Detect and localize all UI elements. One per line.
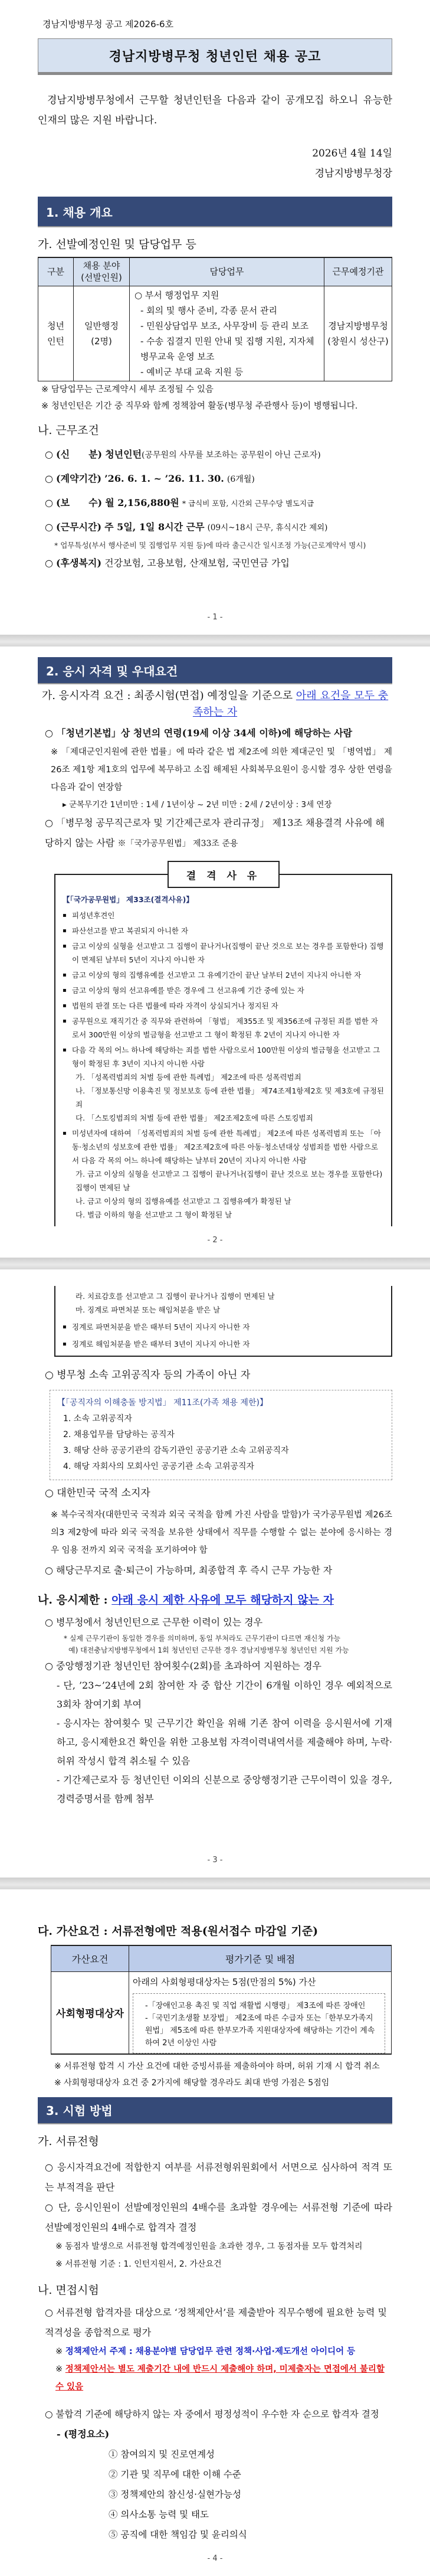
column-header: 채용 분야 (선발인원) (74, 257, 130, 286)
page-number: - 4 - (207, 2554, 223, 2563)
restriction-note: * 실제 근무기관이 동일한 경우를 의미하며, 동일 부처라도 근무기관이 다르면 재신청 가능 (64, 1634, 341, 1643)
condition-item: ○ (후생복지) 건강보험, 고용보험, 산재보험, 국민연금 가입 (45, 557, 290, 569)
disqualification-subitem: 다. 「스토킹범죄의 처벌 등에 관한 법률」 제2조제2호에 따른 스토킹범죄 (76, 1114, 313, 1122)
condition-label: (후생복지) (56, 557, 102, 569)
requirement-text: ○ 「병무청 공무직근로자 및 기간제근로자 관리규정」 제13조 채용결격 사유에 해당하지 않는 사람 (45, 817, 385, 848)
cell-type: 청년 인턴 (38, 286, 74, 381)
proposal-topic: 정책제안서 주제 : 채용분야별 담당업무 관련 정책·사업·제도개선 아이디어 등 (65, 2346, 356, 2356)
page-1 (0, 0, 430, 635)
page-3 (0, 1269, 430, 1878)
age-extension: ▸ 군복무기간 1년미만 : 1세 / 1년이상 ~ 2년 미만 : 2세 / 2년이상 : 3세 연장 (63, 800, 332, 809)
condition-item: ○ (근무시간) 주 5일, 1일 8시간 근무 (09시~18시 근무, 휴식시간 제외) (45, 521, 328, 533)
condition-label: (신 분) (56, 448, 103, 460)
cell-duties (130, 286, 324, 381)
heading-text: 가. 응시자격 요건 : 최종시험(면접) 예정일을 기준으로 (41, 690, 296, 702)
subsection-heading: 나. 근무조건 (38, 423, 99, 437)
condition-item: ○ (보 수) 월 2,156,880원 * 급식비 포함, 시간외 근무수당 별도지급 (45, 497, 314, 508)
disqualification-item: ▪ 징계로 해임처분을 받은 때부터 3년이 지나지 아니한 자 (63, 1337, 384, 1351)
family-item: 3. 해당 산하 공공기관의 감독기관인 공공기관 소속 고위공직자 (63, 1446, 289, 1455)
note: ※ 사회형평대상자 요건 중 2가지에 해당할 경우라도 최대 반영 가점은 5점임 (54, 2078, 330, 2088)
condition-value: 건강보험, 고용보험, 산재보험, 국민연금 가입 (104, 557, 290, 569)
subsection-heading: 가. 선발예정인원 및 담당업무 등 (38, 238, 196, 251)
disqualification-item: ▪ 징계로 파면처분을 받은 때부터 5년이 지나지 아니한 자 (63, 1320, 384, 1334)
interview-item: ○ 서류전형 합격자를 대상으로 ‘정책제안서’를 제출받아 직무수행에 필요한 능력 및 적격성을 종합적으로 평가 (45, 2306, 387, 2338)
family-restriction-box (50, 1390, 392, 1480)
requirement-disqualification (38, 813, 392, 854)
restriction-note: 예) 대전충남지방병무청에서 1회 청년인턴 근무한 경우 경남지방병무청 청년인턴 지원 가능 (68, 1646, 349, 1654)
evaluation-element: ④ 의사소통 능력 및 태도 (109, 2509, 209, 2520)
heading-text: 나. 응시제한 : (38, 1594, 112, 1607)
requirement-family: ○ 병무청 소속 고위공직자 등의 가족이 아닌 자 (45, 1369, 251, 1381)
subsection-heading (38, 688, 392, 721)
condition-value: 주 5일, 1일 8시간 근무 (104, 521, 205, 533)
subsection-heading: 다. 가산요건 : 서류전형에만 적용(원서접수 마감일 기준) (38, 1925, 319, 1938)
screening-item: ○ 단, 응시인원이 선발예정인원의 4배수를 초과할 경우에는 서류전형 기준에 따라 선발예정인원의 4배수로 합격자 결정 (45, 2201, 392, 2233)
note: ※ 청년인턴은 기간 중 직무와 함께 정책참여 활동(병무청 주관행사 등)이 병행됩니다. (41, 401, 358, 411)
disqualification-box-continued (54, 1286, 392, 1357)
section-3-header: 3. 시험 방법 (38, 2097, 392, 2123)
subsection-heading: 나. 면접시험 (38, 2283, 99, 2297)
condition-item: ○ (계약기간) ’26. 6. 1. ~ ’26. 11. 30. (6개월) (45, 472, 255, 484)
duty-item: ○ 부서 행정업무 지원 (134, 289, 219, 301)
positions-table (38, 257, 392, 381)
column-header: 근무예정기관 (324, 257, 392, 286)
family-item: 1. 소속 고위공직자 (63, 1414, 132, 1424)
nationality-note: ※ 복수국적자(대한민국 국적과 외국 국적을 함께 가진 사람을 말함)가 국가공무원법 제26조의3 제2항에 따라 외국 국적을 보유한 상태에서 직무를 수행할 수 없는 분야에 응시하는 경우 임용 전까지 외국 국적을 포기하여야 함 (51, 1510, 392, 1555)
hours-note: * 업무특성(부서 행사준비 및 집행업무 지원 등)에 따라 출근시간 일시조정 가능(근로계약서 명시) (54, 540, 366, 550)
evaluation-element: ② 기관 및 직무에 대한 이해 수준 (109, 2469, 241, 2480)
restriction-subitem: - 기간제근로자 등 청년인턴 이외의 신분으로 중앙행정기관 근무이력이 있을 경우, 경력증명서를 함께 첨부 (57, 1774, 392, 1804)
disqualification-list (63, 893, 384, 1222)
condition-extra: (6개월) (227, 474, 255, 484)
disqualification-item: ▪ 금고 이상의 실형을 선고받고 그 집행이 끝나거나(집행이 끝난 것으로 보는 경우를 포함한다) 집행이 면제된 날부터 5년이 지나지 아니한 자 (63, 939, 384, 967)
disqualification-subitem: 나. 「정보통신망 이용촉진 및 정보보호 등에 관한 법률」 제74조제1항제2호 및 제3호에 규정된 죄 (76, 1086, 384, 1109)
disqualification-item: ▪ 미성년자에 대하여 「성폭력범죄의 처벌 등에 관한 특례법」 제2조에 따른 성폭력범죄 또는 「아동·청소년의 성보호에 관한 법률」 제2조제2호에 따른 아동·청소년대상 성범죄를 범한 사람으로서 다음 각 목의 어느 하나에 해당하는 날부터 20년이 지나지 아니한 사람 (63, 1127, 384, 1167)
page-number: - 1 - (207, 613, 223, 622)
evaluation-element: ③ 정책제안의 참신성·실현가능성 (109, 2489, 241, 2500)
page-separator (0, 1258, 430, 1269)
bonus-item: -「장애인고용 촉진 및 직업 재활법 시행령」 제3조에 따른 장애인 (145, 2001, 366, 2010)
evaluation-elements (38, 2444, 392, 2545)
bonus-table (51, 1945, 392, 2055)
box-title: 결 격 사 유 (168, 861, 280, 888)
page-separator (0, 635, 430, 647)
page-2 (0, 647, 430, 1258)
bonus-criteria (129, 1971, 392, 2054)
disqualification-subitem: 다. 벌금 이하의 형을 선고받고 그 형이 확정된 날 (76, 1210, 232, 1219)
interview-note: ※ 정책제안서 주제 : 채용분야별 담당업무 관련 정책·사업·제도개선 아이디어 등 (55, 2346, 356, 2356)
evaluation-label: - (평정요소) (57, 2428, 110, 2440)
disqualification-item: ▪ 피성년후견인 (63, 909, 384, 922)
disqualification-list (63, 1289, 384, 1351)
duty-item: - 회의 및 행사 준비, 각종 문서 관리 (140, 305, 277, 316)
evaluation-element: ① 참여의지 및 진로연계성 (109, 2448, 215, 2460)
condition-label: (보 수) (56, 497, 103, 508)
section-1-header: 1. 채용 개요 (38, 197, 392, 226)
column-header: 구분 (38, 257, 74, 286)
requirement-age: ○ 「청년기본법」상 청년의 연령(19세 이상 34세 이하)에 해당하는 사람 (45, 727, 353, 739)
disqualification-item: ▪ 공무원으로 재직기간 중 직무와 관련하여 「형법」 제355조 및 제356조에 규정된 죄를 범한 자로서 300만원 이상의 벌금형을 선고받고 그 형이 확정된 후 2년이 지나지 아니한 자 (63, 1014, 384, 1041)
disqualification-subitem: 가. 「성폭력범죄의 처벌 등에 관한 특례법」 제2조에 따른 성폭력범죄 (76, 1073, 301, 1082)
subsection-heading: 가. 서류전형 (38, 2134, 99, 2148)
page-number: - 3 - (207, 1856, 223, 1865)
disqualification-item: ▪ 파산선고를 받고 복권되지 아니한 자 (63, 924, 384, 938)
duty-item: - 예비군 부대 교육 지원 등 (140, 366, 244, 377)
restriction-subitem: - 단, ’23~’24년에 2회 참여한 자 중 합산 기간이 6개월 이하인 경우 예외적으로 3회차 참여기회 부여 (57, 1680, 392, 1710)
evaluation-element: ⑤ 공직에 대한 책임감 및 윤리의식 (109, 2529, 247, 2540)
requirement-emphasis: 아래 요건을 모두 충족하는 자 (192, 690, 389, 719)
disqualification-item: ▪ 법원의 판결 또는 다른 법률에 따라 자격이 상실되거나 정지된 자 (63, 999, 384, 1013)
restriction-emphasis: 아래 응시 제한 사유에 모두 해당하지 않는 자 (111, 1594, 334, 1607)
column-header: 가산요건 (51, 1945, 129, 1971)
disqualification-item: ▪ 다음 각 목의 어느 하나에 해당하는 죄를 범한 사람으로서 100만원 이상의 벌금형을 선고받고 그 형이 확정된 후 3년이 지나지 아니한 사람 (63, 1043, 384, 1070)
screening-item: ○ 응시자격요건에 적합한지 여부를 서류전형위원회에서 서면으로 심사하여 적격 또는 부적격을 판단 (45, 2161, 392, 2193)
disqualification-item: ▪ 금고 이상의 형의 집행유예를 선고받고 그 유예기간이 끝난 날부터 2년이 지나지 아니한 자 (63, 968, 384, 982)
disqualification-subitem: 라. 치료감호를 선고받고 그 집행이 끝나거나 집행이 면제된 날 (76, 1292, 275, 1301)
bonus-category: 사회형평대상자 (51, 1971, 129, 2054)
note: ※ 서류전형 기준 : 1. 인턴지원서, 2. 가산요건 (55, 2259, 222, 2269)
cell-office: 경남지방병무청 (창원시 성산구) (324, 286, 392, 381)
table-row (51, 1971, 392, 2054)
section-2-header: 2. 응시 자격 및 우대요건 (38, 657, 392, 683)
age-note: ※ 「제대군인지원에 관한 법률」에 따라 같은 법 제2조에 의한 제대군인 및 「병역법」 제26조 제1항 제1호의 업무에 복무하고 소집 해제된 사회복무요원이 응시할 경우 상한 연령을 다음과 같이 연장함 (51, 747, 392, 792)
condition-value: 청년인턴 (105, 448, 142, 460)
disqualification-box (54, 870, 392, 1226)
page-number: - 2 - (207, 1236, 223, 1245)
column-header: 평가기준 및 배점 (129, 1945, 392, 1971)
issuer: 경남지방병무청장 (314, 168, 392, 179)
note: ※ 서류전형 합격 시 가산 요건에 대한 증빙서류를 제출하여야 하며, 허위 기재 시 합격 취소 (54, 2061, 380, 2071)
condition-label: (근무시간) (56, 521, 102, 533)
condition-extra: (09시~18시 근무, 휴식시간 제외) (207, 523, 328, 533)
page-4 (0, 1889, 430, 2576)
subsection-heading (38, 1592, 392, 1608)
conditions-list (38, 443, 392, 575)
intro-text: 경남지방병무청에서 근무할 청년인턴을 다음과 같이 공개모집 하오니 유능한 인재의 많은 지원 바랍니다. (38, 94, 392, 126)
disqualification-subitem: 가. 금고 이상의 실형을 선고받고 그 집행이 끝나거나(집행이 끝난 것으로 보는 경우를 포함한다) 집행이 면제된 날 (76, 1170, 383, 1192)
duty-item: - 민원상담업무 보조, 사무장비 등 관리 보조 (140, 320, 309, 331)
proposal-warning: 정책제안서는 별도 제출기간 내에 반드시 제출해야 하며, 미제출자는 면접에서 불리할 수 있음 (55, 2364, 385, 2392)
restriction-subitem: - 응시자는 참여횟수 및 근무기간 확인을 위해 기존 참여 이력을 응시원서에 기재하고, 응시제한요건 확인을 위한 고용보험 자격이력내역서를 제출해야 하며, 누락·허위 작성시 합격 취소될 수 있음 (57, 1718, 392, 1767)
condition-item: ○ (신 분) 청년인턴(공무원의 사무를 보조하는 공무원이 아닌 근로자) (45, 448, 321, 460)
law-citation: 【「공직자의 이해충돌 방지법」 제11조(가족 채용 제한)】 (57, 1398, 268, 1408)
duty-item: - 수송 집결지 민원 안내 및 집행 지원, 지자체 병무교육 운영 보조 (140, 335, 314, 362)
requirement-commute: ○ 해당근무지로 출·퇴근이 가능하며, 최종합격 후 즉시 근무 가능한 자 (45, 1565, 333, 1576)
note: ※ 동점자 발생으로 서류전형 합격예정인원을 초과한 경우, 그 동점자를 모두 합격처리 (55, 2241, 363, 2251)
page-title: 경남지방병무청 청년인턴 채용 공고 (38, 38, 392, 73)
disqualification-item: ▪ 금고 이상의 형의 선고유예를 받은 경우에 그 선고유예 기간 중에 있는 자 (63, 984, 384, 997)
column-header: 담당업무 (130, 257, 324, 286)
restriction-item: ○ 중앙행정기관 청년인턴 참여횟수(2회)를 초과하여 지원하는 경우 (45, 1660, 321, 1671)
condition-extra: (공무원의 사무를 보조하는 공무원이 아닌 근로자) (142, 450, 321, 460)
table-row (38, 286, 392, 381)
condition-value: ’26. 6. 1. ~ ’26. 11. 30. (104, 472, 224, 484)
cell-field: 일반행정 (2명) (74, 286, 130, 381)
disqualification-subitem: 마. 징계로 파면처분 또는 해임처분을 받은 날 (76, 1305, 221, 1314)
family-item: 4. 해당 자회사의 모회사인 공공기관 소속 고위공직자 (63, 1462, 255, 1471)
bonus-item: -「국민기초생활 보장법」 제2조에 따른 수급자 또는「한부모가족지원법」 제5조에 따른 한부모가족 지원대상자에 해당하는 기간이 계속하여 2년 이상인 사람 (145, 2013, 375, 2048)
bonus-description: 아래의 사회형평대상자는 5점(만점의 5%) 가산 (133, 1976, 316, 1987)
interview-item: ○ 불합격 기준에 해당하지 않는 자 중에서 평정성적이 우수한 자 순으로 합격자 결정 (45, 2408, 379, 2420)
condition-extra: * 급식비 포함, 시간외 근무수당 별도지급 (182, 498, 314, 508)
law-citation: 【「국가공무원법」 제33조(결격사유)】 (63, 895, 193, 904)
restriction-item: ○ 병무청에서 청년인턴으로 근무한 이력이 있는 경우 (45, 1617, 263, 1628)
announcement-date: 2026년 4월 14일 (312, 148, 392, 159)
interview-warning: ※ 정책제안서는 별도 제출기간 내에 반드시 제출해야 하며, 미제출자는 면접에서 불리할 수 있음 (55, 2364, 385, 2392)
requirement-note: ※「국가공무원법」 제33조 준용 (117, 839, 238, 848)
note: ※ 담당업무는 근로계약시 세부 조정될 수 있음 (41, 384, 214, 394)
page-separator (0, 1878, 430, 1889)
family-item: 2. 채용업무를 담당하는 공직자 (63, 1430, 175, 1439)
condition-label: (계약기간) (56, 472, 102, 484)
requirement-nationality: ○ 대한민국 국적 소지자 (45, 1487, 150, 1499)
doc-number: 경남지방병무청 공고 제2026-6호 (42, 19, 174, 30)
disqualification-subitem: 나. 금고 이상의 형의 집행유예를 선고받고 그 집행유예가 확정된 날 (76, 1197, 291, 1206)
condition-value: 월 2,156,880원 (105, 497, 179, 508)
